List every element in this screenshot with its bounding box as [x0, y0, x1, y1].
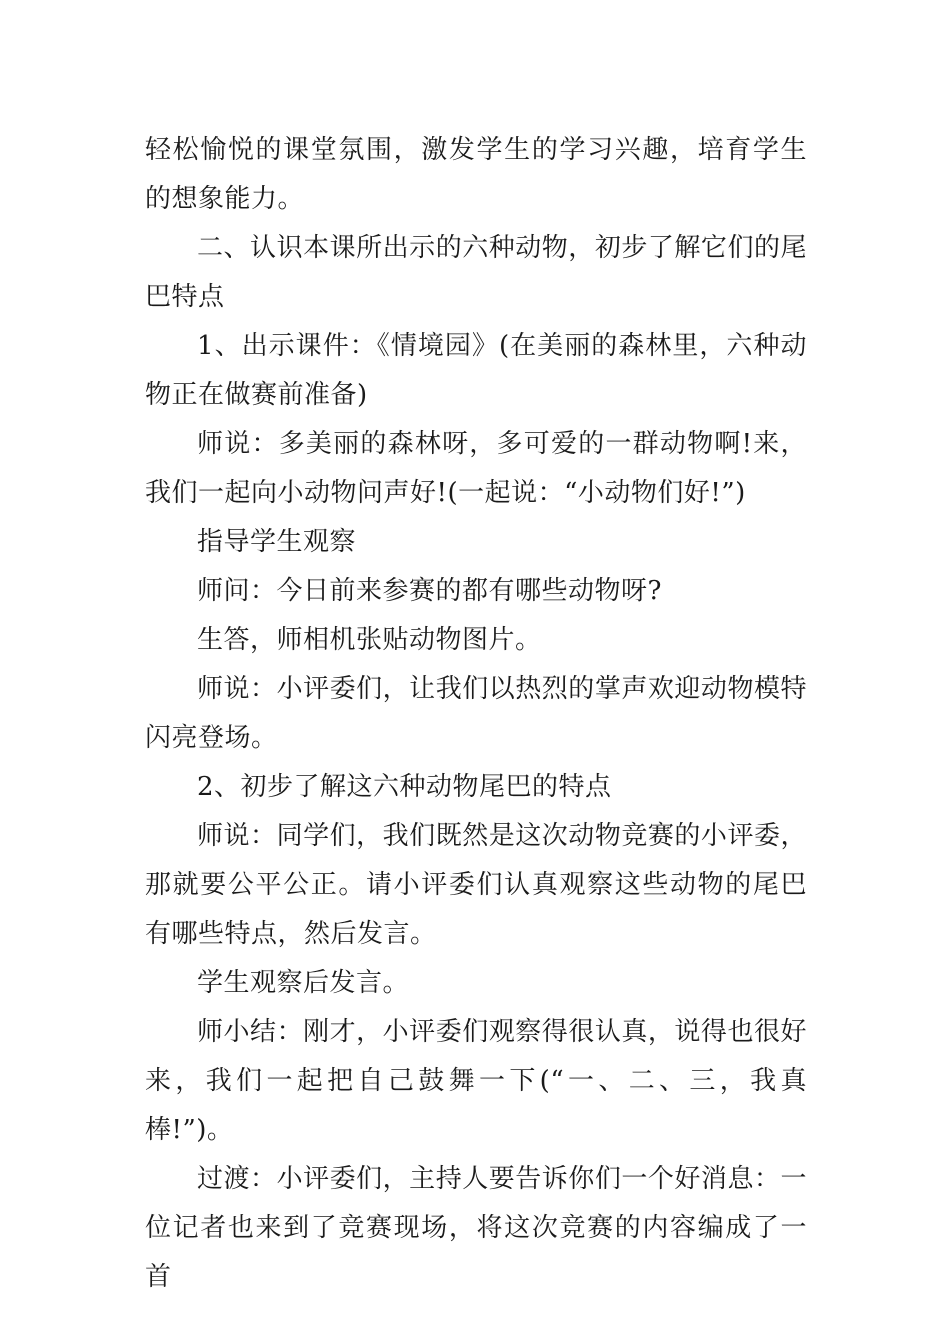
teacher-welcome-paragraph: 师说：小评委们，让我们以热烈的掌声欢迎动物模特闪亮登场。	[145, 674, 807, 753]
document-body	[145, 126, 807, 1302]
section-heading-two: 二、认识本课所出示的六种动物，初步了解它们的尾巴特点	[145, 233, 807, 312]
transition-paragraph: 过渡：小评委们，主持人要告诉你们一个好消息：一位记者也来到了竞赛现场，将这次竞赛的内容编成了一首	[145, 1164, 807, 1292]
teacher-says-paragraph: 师说：多美丽的森林呀，多可爱的一群动物啊!来，我们一起向小动物问声好!(一起说：“小动物们好!”)	[145, 429, 807, 508]
teacher-asks-paragraph: 师问：今日前来参赛的都有哪些动物呀?	[197, 576, 662, 606]
students-answer-paragraph: 生答，师相机张贴动物图片。	[197, 625, 542, 655]
paragraph-continuation: 轻松愉悦的课堂氛围，激发学生的学习兴趣，培育学生的想象能力。	[145, 135, 807, 214]
guide-observation-paragraph: 指导学生观察	[197, 527, 357, 557]
students-speak-paragraph: 学生观察后发言。	[197, 968, 410, 998]
step-two-paragraph: 2、初步了解这六种动物尾巴的特点	[197, 772, 612, 802]
teacher-summary-paragraph: 师小结：刚才，小评委们观察得很认真，说得也很好来，我们一起把自己鼓舞一下(“一、二、三，我真棒!”)。	[145, 1017, 807, 1145]
step-one-paragraph: 1、出示课件：《情境园》(在美丽的森林里，六种动物正在做赛前准备)	[145, 331, 807, 410]
teacher-instruction-paragraph: 师说：同学们，我们既然是这次动物竞赛的小评委，那就要公平公正。请小评委们认真观察这些动物的尾巴有哪些特点，然后发言。	[145, 821, 807, 949]
